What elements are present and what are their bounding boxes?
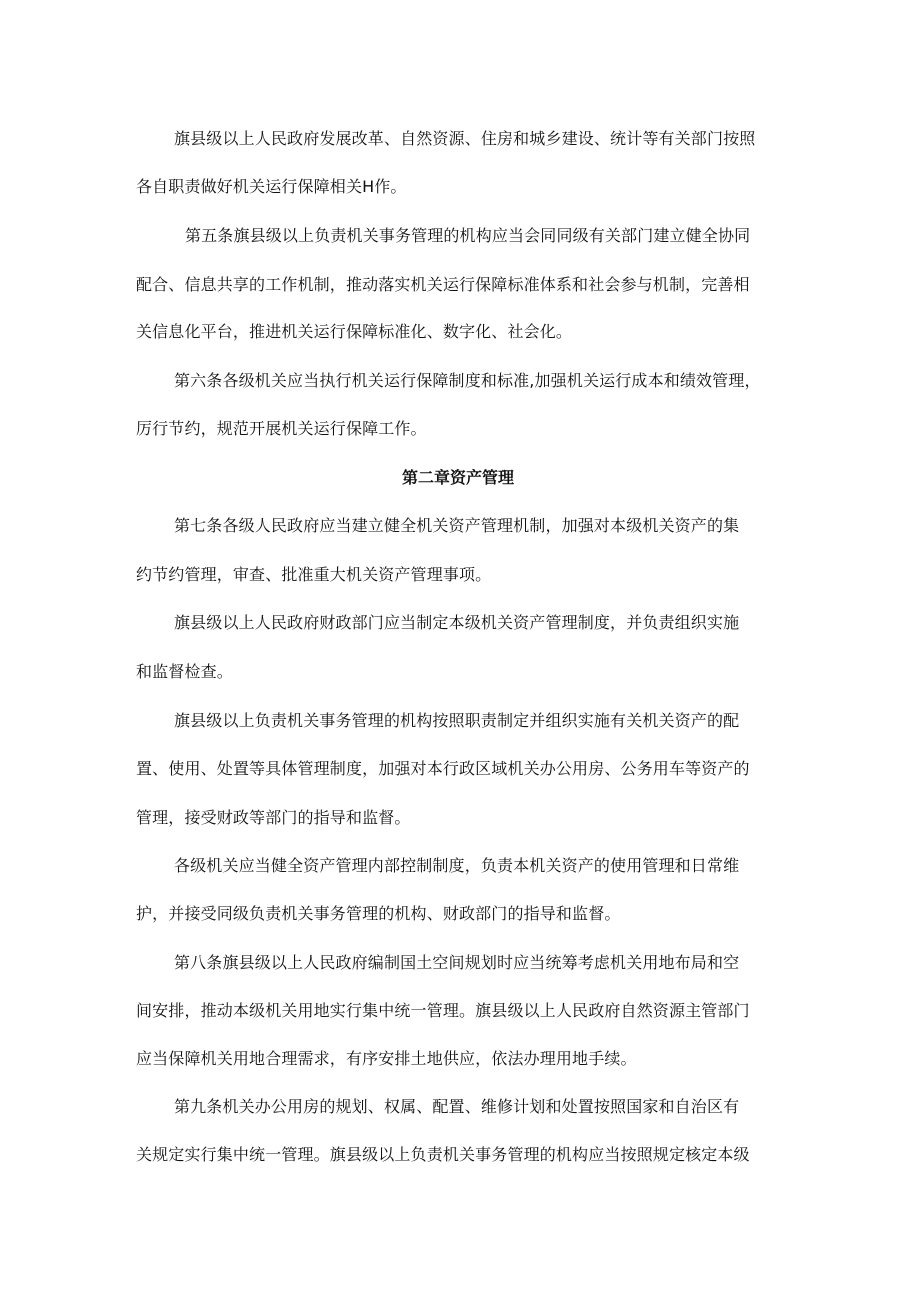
paragraph-line: 各级机关应当健全资产管理内部控制制度，负责本机关资产的使用管理和日常维 [174,856,740,875]
paragraph-line: 置、使用、处置等具体管理制度，加强对本行政区域机关办公用房、公务用车等资产的 [136,759,750,778]
paragraph-line: 应当保障机关用地合理需求，有序安排土地供应，依法办理用地手续。 [136,1049,637,1068]
paragraph-line: 第九条机关办公用房的规划、权属、配置、维修计划和处置按照国家和自治区有 [174,1097,740,1116]
chapter-heading: 第二章资产管理 [402,468,515,487]
paragraph-line: 关规定实行集中统一管理。旗县级以上负责机关事务管理的机构应当按照规定核定本级 [136,1145,750,1164]
paragraph-line: 第七条各级人民政府应当建立健全机关资产管理机制，加强对本级机关资产的集 [174,516,740,535]
paragraph-line: 护，并接受同级负责机关事务管理的机构、财政部门的指导和监督。 [136,904,621,923]
paragraph-line: 旗县级以上人民政府财政部门应当制定本级机关资产管理制度，并负责组织实施 [174,613,740,632]
paragraph-line: 关信息化平台，推进机关运行保障标准化、数字化、社会化。 [136,322,573,341]
paragraph-line: 间安排，推动本级机关用地实行集中统一管理。旗县级以上人民政府自然资源主管部门 [136,1001,750,1020]
paragraph-line: 旗县级以上人民政府发展改革、自然资源、住房和城乡建设、统计等有关部门按照 [174,129,756,148]
paragraph-line: 和监督检查。 [136,662,233,681]
paragraph-line: 配合、信息共享的工作机制，推动落实机关运行保障标准体系和社会参与机制，完善相 [136,275,750,294]
paragraph-line: 各自职责做好机关运行保障相关H作。 [136,177,407,196]
paragraph-line: 管理，接受财政等部门的指导和监督。 [136,808,411,827]
paragraph-line: 第五条旗县级以上负责机关事务管理的机构应当会同同级有关部门建立健全协同 [185,226,751,245]
paragraph-line: 厉行节约，规范开展机关运行保障工作。 [136,419,427,438]
paragraph-line: 第六条各级机关应当执行机关运行保障制度和标准,加强机关运行成本和绩效管理， [174,371,761,390]
paragraph-line: 约节约管理，审查、批准重大机关资产管理事项。 [136,565,492,584]
paragraph-line: 第八条旗县级以上人民政府编制国土空间规划时应当统筹考虑机关用地布局和空 [174,953,740,972]
paragraph-line: 旗县级以上负责机关事务管理的机构按照职责制定并组织实施有关机关资产的配 [174,711,740,730]
